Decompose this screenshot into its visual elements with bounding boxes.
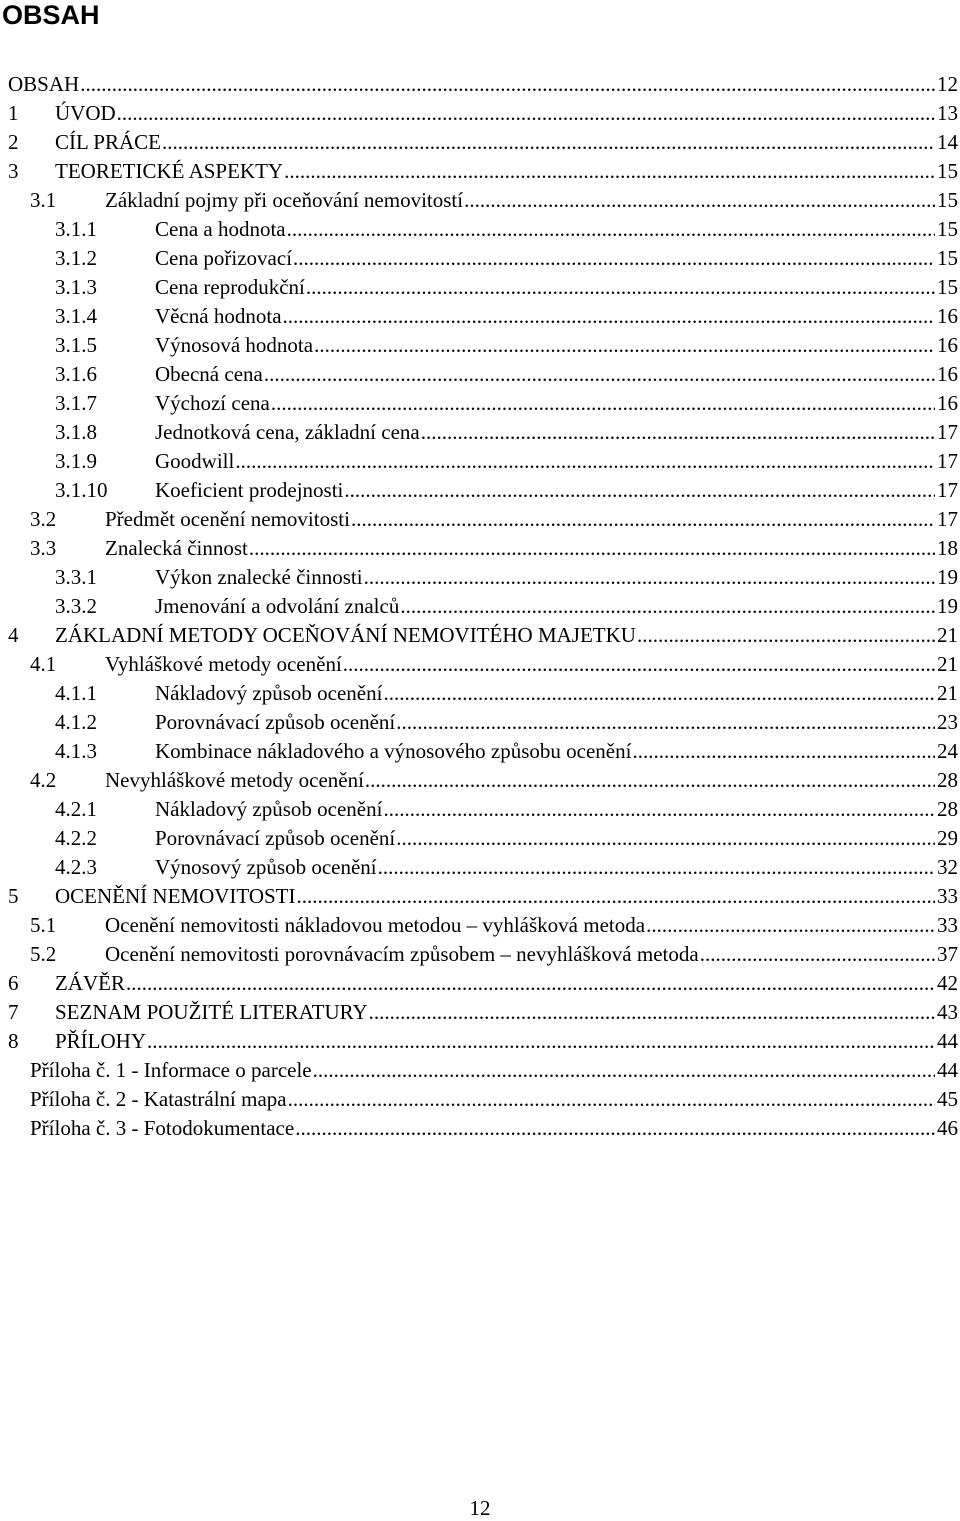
toc-entry[interactable] — [0, 157, 960, 186]
toc-entry-title: PŘÍLOHY — [55, 1027, 147, 1056]
toc-leader-dots — [283, 302, 935, 331]
toc-entry-page: 32 — [935, 853, 960, 882]
toc-entry-page: 21 — [935, 621, 960, 650]
toc-entry-number: 4 — [8, 623, 19, 647]
toc-entry[interactable] — [0, 418, 960, 447]
toc-entry-number: 3.1 — [30, 188, 57, 212]
toc-leader-dots — [271, 389, 935, 418]
toc-entry[interactable] — [0, 795, 960, 824]
toc-leader-dots — [378, 853, 935, 882]
toc-entry[interactable] — [0, 853, 960, 882]
toc-entry-page: 37 — [935, 940, 960, 969]
toc-entry[interactable] — [0, 447, 960, 476]
toc-entry[interactable] — [0, 360, 960, 389]
toc-entry-number: 3.3.1 — [55, 565, 97, 589]
toc-entry-page: 15 — [935, 157, 960, 186]
toc-entry[interactable] — [0, 737, 960, 766]
toc-entry-title: OCENĚNÍ NEMOVITOSTI — [55, 882, 297, 911]
toc-entry[interactable] — [0, 824, 960, 853]
toc-entry-title: Základní pojmy při oceňování nemovitostí — [105, 186, 464, 215]
toc-entry-title: ÚVOD — [55, 99, 117, 128]
toc-entry-page: 15 — [935, 215, 960, 244]
toc-entry-number: 3.1.5 — [55, 333, 97, 357]
toc-leader-dots — [646, 911, 935, 940]
toc-entry-title: Porovnávací způsob ocenění — [155, 824, 396, 853]
toc-entry-page: 43 — [935, 998, 960, 1027]
toc-entry[interactable] — [0, 476, 960, 505]
toc-leader-dots — [365, 766, 935, 795]
toc-entry-number: 3.1.6 — [55, 362, 97, 386]
toc-entry[interactable] — [0, 244, 960, 273]
toc-entry-page: 17 — [935, 476, 960, 505]
toc-entry[interactable] — [0, 708, 960, 737]
toc-leader-dots — [235, 447, 935, 476]
toc-entry-page: 46 — [935, 1114, 960, 1143]
toc-entry-title: Cena reprodukční — [155, 273, 306, 302]
toc-entry-number: 3.1.1 — [55, 217, 97, 241]
toc-entry-title: Příloha č. 3 - Fotodokumentace — [30, 1114, 295, 1143]
toc-leader-dots — [632, 737, 935, 766]
toc-leader-dots — [288, 1085, 935, 1114]
toc-entry-page: 33 — [935, 882, 960, 911]
toc-entry-title: Věcná hodnota — [155, 302, 283, 331]
toc-entry-title: Výnosový způsob ocenění — [155, 853, 378, 882]
toc-entry-title: Cena pořizovací — [155, 244, 293, 273]
toc-entry[interactable] — [0, 128, 960, 157]
toc-entry-number: 4.2.1 — [55, 797, 97, 821]
toc-entry[interactable] — [0, 766, 960, 795]
toc-entry-title: Výkon znalecké činnosti — [155, 563, 364, 592]
toc-entry-page: 14 — [935, 128, 960, 157]
toc-entry-title: Ocenění nemovitosti nákladovou metodou – vyhlášková metoda — [105, 911, 646, 940]
toc-entry-title: Výchozí cena — [155, 389, 271, 418]
toc-leader-dots — [295, 1114, 935, 1143]
toc-entry-page: 15 — [935, 186, 960, 215]
toc-entry[interactable] — [0, 882, 960, 911]
toc-leader-dots — [369, 998, 935, 1027]
toc-entry-page: 28 — [935, 795, 960, 824]
toc-leader-dots — [400, 592, 935, 621]
toc-entry-title: Předmět ocenění nemovitosti — [105, 505, 351, 534]
toc-leader-dots — [284, 157, 935, 186]
toc-entry-title: Nákladový způsob ocenění — [155, 795, 383, 824]
toc-entry[interactable] — [0, 215, 960, 244]
toc-leader-dots — [306, 273, 935, 302]
toc-entry-page: 44 — [935, 1027, 960, 1056]
toc-entry-page: 16 — [935, 331, 960, 360]
toc-entry-number: 3.2 — [30, 507, 57, 531]
toc-entry-title: Vyhláškové metody ocenění — [105, 650, 343, 679]
toc-entry-title: Koeficient prodejnosti — [155, 476, 344, 505]
toc-leader-dots — [314, 331, 935, 360]
toc-entry-page: 19 — [935, 563, 960, 592]
toc-entry-number: 4.1 — [30, 652, 57, 676]
toc-entry[interactable] — [0, 70, 960, 99]
toc-entry[interactable] — [0, 1085, 960, 1114]
toc-entry[interactable] — [0, 563, 960, 592]
toc-leader-dots — [396, 824, 935, 853]
toc-leader-dots — [297, 882, 935, 911]
toc-entry-title: OBSAH — [8, 70, 80, 99]
toc-entry[interactable] — [0, 99, 960, 128]
toc-entry-page: 16 — [935, 389, 960, 418]
toc-entry[interactable] — [0, 1027, 960, 1056]
toc-entry-page: 23 — [935, 708, 960, 737]
toc-entry-title: Nákladový způsob ocenění — [155, 679, 383, 708]
toc-entry[interactable] — [0, 534, 960, 563]
toc-entry-number: 6 — [8, 971, 19, 995]
toc-entry-number: 3.3 — [30, 536, 57, 560]
toc-leader-dots — [383, 795, 935, 824]
toc-leader-dots — [637, 621, 935, 650]
toc-entry-number: 4.2.2 — [55, 826, 97, 850]
toc-entry-page: 29 — [935, 824, 960, 853]
toc-entry-page: 21 — [935, 650, 960, 679]
toc-entry[interactable] — [0, 331, 960, 360]
toc-entry-title: Nevyhláškové metody ocenění — [105, 766, 365, 795]
toc-leader-dots — [80, 70, 935, 99]
toc-entry-number: 4.2.3 — [55, 855, 97, 879]
toc-entry-number: 4.1.3 — [55, 739, 97, 763]
toc-entry-page: 18 — [935, 534, 960, 563]
toc-entry-number: 5 — [8, 884, 19, 908]
toc-entry-page: 28 — [935, 766, 960, 795]
toc-entry[interactable] — [0, 389, 960, 418]
toc-leader-dots — [313, 1056, 935, 1085]
toc-entry-number: 4.2 — [30, 768, 57, 792]
toc-entry-page: 17 — [935, 505, 960, 534]
toc-entry-title: Jednotková cena, základní cena — [155, 418, 421, 447]
toc-entry-title: Goodwill — [155, 447, 235, 476]
toc-entry-title: Výnosová hodnota — [155, 331, 314, 360]
toc-entry-number: 3.1.7 — [55, 391, 97, 415]
toc-entry-number: 3.1.4 — [55, 304, 97, 328]
toc-entry[interactable] — [0, 621, 960, 650]
toc-entry[interactable] — [0, 592, 960, 621]
toc-entry-number: 3.1.8 — [55, 420, 97, 444]
toc-leader-dots — [344, 476, 935, 505]
toc-entry-title: TEORETICKÉ ASPEKTY — [55, 157, 284, 186]
toc-entry-number: 3.3.2 — [55, 594, 97, 618]
toc-entry-page: 19 — [935, 592, 960, 621]
toc-entry-title: ZÁVĚR — [55, 969, 126, 998]
toc-entry-number: 1 — [8, 101, 19, 125]
toc-leader-dots — [343, 650, 935, 679]
toc-entry-number: 2 — [8, 130, 19, 154]
toc-entry[interactable] — [0, 273, 960, 302]
toc-entry-number: 7 — [8, 1000, 19, 1024]
toc-leader-dots — [117, 99, 935, 128]
toc-entry-page: 44 — [935, 1056, 960, 1085]
toc-entry-number: 3.1.10 — [55, 478, 108, 502]
toc-entry-page: 17 — [935, 418, 960, 447]
toc-entry-title: Ocenění nemovitosti porovnávacím způsobem – nevyhlášková metoda — [105, 940, 700, 969]
toc-entry-title: Příloha č. 2 - Katastrální mapa — [30, 1085, 288, 1114]
toc-entry-title: Kombinace nákladového a výnosového způsobu ocenění — [155, 737, 632, 766]
toc-entry-page: 33 — [935, 911, 960, 940]
toc-entry-title: CÍL PRÁCE — [55, 128, 162, 157]
toc-entry-page: 24 — [935, 737, 960, 766]
toc-entry[interactable] — [0, 911, 960, 940]
toc-entry-number: 5.2 — [30, 942, 57, 966]
toc-entry-page: 45 — [935, 1085, 960, 1114]
toc-entry[interactable] — [0, 302, 960, 331]
toc-leader-dots — [351, 505, 935, 534]
toc-leader-dots — [126, 969, 935, 998]
toc-leader-dots — [383, 679, 935, 708]
toc-leader-dots — [287, 215, 935, 244]
page-heading: OBSAH — [2, 0, 100, 30]
toc-entry-title: Porovnávací způsob ocenění — [155, 708, 396, 737]
toc-entry-number: 4.1.2 — [55, 710, 97, 734]
toc-entry-title: SEZNAM POUŽITÉ LITERATURY — [55, 998, 369, 1027]
toc-entry-number: 3.1.9 — [55, 449, 97, 473]
toc-leader-dots — [249, 534, 935, 563]
toc-entry-page: 16 — [935, 302, 960, 331]
toc-entry[interactable] — [0, 650, 960, 679]
toc-entry[interactable] — [0, 679, 960, 708]
toc-entry-title: Příloha č. 1 - Informace o parcele — [30, 1056, 313, 1085]
toc-entry-title: Znalecká činnost — [105, 534, 249, 563]
toc-entry-page: 15 — [935, 244, 960, 273]
toc-entry[interactable] — [0, 186, 960, 215]
toc-entry-number: 5.1 — [30, 913, 57, 937]
toc-entry[interactable] — [0, 969, 960, 998]
toc-entry[interactable] — [0, 1056, 960, 1085]
toc-entry[interactable] — [0, 998, 960, 1027]
toc-leader-dots — [700, 940, 935, 969]
toc-entry[interactable] — [0, 940, 960, 969]
toc-entry-number: 3 — [8, 159, 19, 183]
toc-leader-dots — [396, 708, 935, 737]
toc-entry-page: 21 — [935, 679, 960, 708]
toc-leader-dots — [421, 418, 935, 447]
toc-entry-page: 42 — [935, 969, 960, 998]
toc-entry[interactable] — [0, 1114, 960, 1143]
toc-leader-dots — [364, 563, 935, 592]
toc-entry-page: 16 — [935, 360, 960, 389]
toc-entry-page: 17 — [935, 447, 960, 476]
toc-leader-dots — [162, 128, 935, 157]
toc-entry-title: Obecná cena — [155, 360, 264, 389]
toc-entry-title: Jmenování a odvolání znalců — [155, 592, 400, 621]
toc-entry-page: 13 — [935, 99, 960, 128]
toc-entry-number: 3.1.2 — [55, 246, 97, 270]
toc-leader-dots — [293, 244, 935, 273]
toc-entry-page: 15 — [935, 273, 960, 302]
toc-leader-dots — [464, 186, 935, 215]
toc-entry-number: 4.1.1 — [55, 681, 97, 705]
toc-entry-number: 8 — [8, 1029, 19, 1053]
toc-entry-title: Cena a hodnota — [155, 215, 287, 244]
page-number: 12 — [469, 1496, 491, 1520]
toc-leader-dots — [147, 1027, 935, 1056]
toc-entry[interactable] — [0, 505, 960, 534]
toc-entry-page: 12 — [935, 70, 960, 99]
toc-entry-number: 3.1.3 — [55, 275, 97, 299]
toc-leader-dots — [264, 360, 935, 389]
toc-entry-title: ZÁKLADNÍ METODY OCEŇOVÁNÍ NEMOVITÉHO MAJETKU — [55, 621, 637, 650]
